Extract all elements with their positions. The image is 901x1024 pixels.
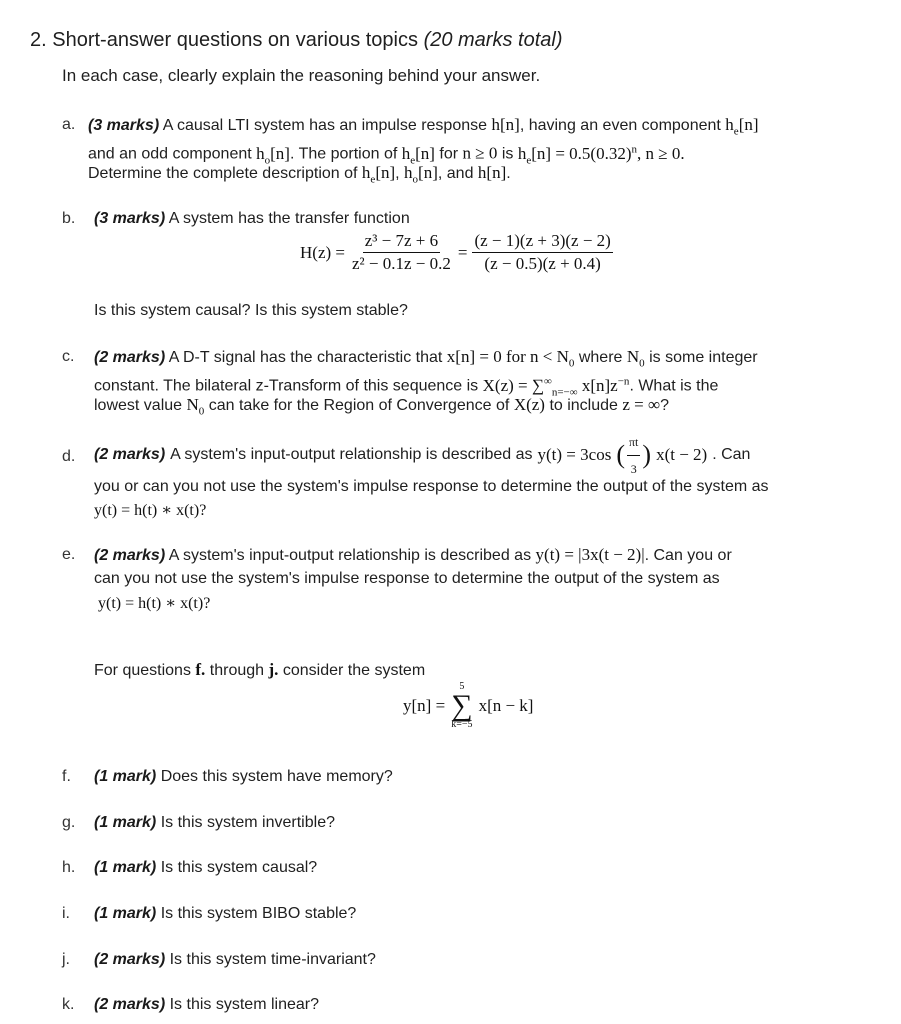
pi-t-over-3-fraction: $\frac{\pi t}{3}$ bbox=[627, 430, 640, 481]
instruction-text: In each case, clearly explain the reasoning behind your answer. bbox=[62, 66, 541, 85]
question-heading bbox=[30, 29, 563, 52]
part-h-question: (1 mark) Is this system causal? bbox=[94, 859, 318, 876]
part-a-marks: (3 marks) bbox=[88, 117, 160, 134]
part-c-line-2: constant. The bilateral z-Transform of this sequence is $X(z) = \sum^\infty_{n=-\infty}$ $x[n]z^{-n}$. What is the bbox=[94, 375, 719, 399]
part-k-label: k. bbox=[62, 996, 75, 1013]
part-b-label: b. bbox=[62, 210, 76, 227]
part-j-label: j. bbox=[62, 951, 70, 968]
part-g-label: g. bbox=[62, 814, 76, 831]
part-a-line-3: Determine the complete description of $h_e[n]$, $h_o[n]$, and h[n]. bbox=[88, 163, 511, 186]
question-title: Short-answer questions on various topics bbox=[52, 29, 418, 51]
part-g-question: (1 mark) Is this system invertible? bbox=[94, 814, 335, 831]
part-d-marks: (2 marks) bbox=[94, 446, 166, 463]
transfer-function-equation: H(z) = $\frac{\text{z³ − 7z + 6}}{\text{z² − 0.1z − 0.2}}$ = $\frac{(z - 1)(z + 3)(z - 2)}{(z - 0.5)(z + 0.4)}$ bbox=[300, 231, 611, 273]
part-c-marks: (2 marks) bbox=[94, 349, 166, 366]
part-d-line-2: you or can you not use the system's impulse response to determine the output of the system as bbox=[94, 478, 769, 495]
part-i-question: (1 mark) Is this system BIBO stable? bbox=[94, 905, 357, 922]
part-f-question: (1 mark) Does this system have memory? bbox=[94, 768, 393, 785]
part-e-marks: (2 marks) bbox=[94, 547, 166, 564]
question-number: 2. bbox=[30, 29, 47, 51]
part-k-question: (2 marks) Is this system linear? bbox=[94, 996, 319, 1013]
part-c-line-3: lowest value $N_0$ can take for the Region of Convergence of X(z) to include z = ∞? bbox=[94, 395, 670, 418]
part-b-question: Is this system causal? Is this system stable? bbox=[94, 302, 408, 319]
part-e-line-3: y(t) = h(t) ∗ x(t)? bbox=[98, 595, 211, 612]
part-a-line-2: and an odd component $h_o[n]$. The portion of $h_e[n]$ for n ≥ 0 is $h_e[n] = 0.5(0.32)^n$, n ≥ 0. bbox=[88, 143, 685, 167]
part-e-line-1: (2 marks) A system's input-output relationship is described as y(t) = |3x(t − 2)|. Can you or bbox=[94, 545, 732, 564]
system-equation: y[n] = 5 ∑ k=−5 x[n − k] bbox=[403, 681, 534, 730]
part-c-line-1: (2 marks) A D-T signal has the characteristic that x[n] = 0 for $n < N_0$ where $N_0$ is some integer bbox=[94, 347, 758, 370]
part-i-label: i. bbox=[62, 905, 70, 922]
part-d-line-3: y(t) = h(t) ∗ x(t)? bbox=[94, 502, 207, 519]
part-e-label: e. bbox=[62, 546, 76, 563]
part-d-line-1: (2 marks) A system's input-output relationship is described as y(t) = 3cos ( $\frac{\pi t}{3}$ ) x(t − 2) . Can bbox=[94, 437, 750, 473]
part-b-line-1: (3 marks) A system has the transfer function bbox=[94, 210, 410, 227]
part-e-line-2: can you not use the system's impulse response to determine the output of the system as bbox=[94, 570, 720, 587]
part-b-marks: (3 marks) bbox=[94, 210, 166, 227]
part-f-label: f. bbox=[62, 768, 71, 785]
part-j-question: (2 marks) Is this system time-invariant? bbox=[94, 951, 376, 968]
part-h-label: h. bbox=[62, 859, 76, 876]
part-d-label: d. bbox=[62, 448, 76, 465]
transfer-fraction-2: $\frac{(z - 1)(z + 3)(z - 2)}{(z - 0.5)(z + 0.4)}$ bbox=[474, 231, 611, 273]
transfer-fraction-1: $\frac{\text{z³ − 7z + 6}}{\text{z² − 0.1z − 0.2}}$ bbox=[351, 231, 451, 273]
part-a-label: a. bbox=[62, 116, 76, 133]
part-a-line-1: (3 marks) A causal LTI system has an impulse response h[n], having an even component $h_e[n]$ bbox=[88, 115, 759, 138]
total-marks: (20 marks total) bbox=[423, 29, 563, 51]
summation-symbol: 5 ∑ k=−5 bbox=[451, 681, 473, 730]
part-c-label: c. bbox=[62, 348, 75, 365]
system-intro: For questions f. through j. consider the system bbox=[94, 660, 426, 679]
